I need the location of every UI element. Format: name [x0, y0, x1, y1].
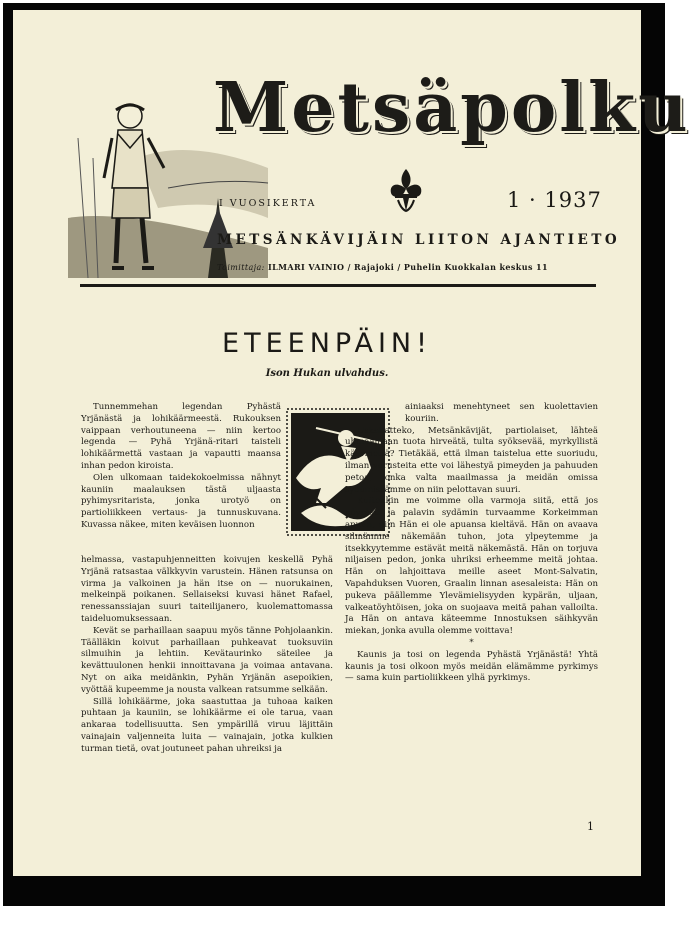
article-column-left-top [81, 402, 281, 532]
article-column-left-bottom [81, 555, 333, 756]
section-divider: * [469, 637, 474, 648]
article-column-right [345, 402, 598, 685]
fleur-de-lis-icon [387, 167, 425, 215]
paragraph: ainiaaksi menehtyneet sen kuolettavien kouriin. [405, 402, 598, 424]
paragraph: Olen ulkomaan taidekokoelmissa nähnyt kauniin maalauksen tästä uljaasta pyhimysritarista, jonka urotyö on partioliikkeen vertaus- ja tunnuskuvana. Kuvassa näkee, miten keväisen luonnon [81, 472, 281, 530]
paragraph: Kevät se parhaillaan saapuu myös tänne Pohjolaankin. Täälläkin koivut parhaillaan puhkeavat tuoksuviin silmuihin ja lehtiin. Kevätaurinko säteilee ja kevättuulonen henkii innoittavana ja voimaa antavana. Nyt on aika meidänkin, Pyhän Yrjänän asepoikien, vyöttää kupeemme ja nousta valkean ratsumme selkään. [81, 625, 333, 695]
masthead-rule [80, 284, 596, 287]
paragraph: Kaunis ja tosi on legenda Pyhästä Yrjänästä! Yhtä kaunis ja tosi olkoon myös meidän elämämme pyrkimys — sama kuin partioliikkeen ylhä pyrkimys. [345, 649, 598, 684]
masthead-title: Metsäpolku [213, 68, 691, 148]
paragraph: Kuitenkin me voimme olla varmoja siitä, että jos nöyrästi ja palavin sydämin turvaamme Korkeimman apuun, niin Hän ei ole apuansa kieltävä. Hän on avaava silmämme näkemään tuhon, jota ylpeytemme ja itsekkyytemme estävät meitä näkemästä. Hän on torjuva niljaisen pedon, jonka uhriksi erheemme meitä johtaa. Hän on lahjoittava meille aseet Mont-Salvatin, Vapahduksen Vuoren, Graalin linnan asesaleista: Hän on pukeva päällemme Ylevämielisyyden kypärän, uljaan, valkeatöyhtöisen, joka on suojaava meitä pahan valloilta. Ja Hän on antava käteemme Innostuksen säihkyvän miekan, jonka avulla olemme voittava! [345, 496, 598, 637]
page-number: 1 [587, 820, 594, 833]
issue-number: 1 · 1937 [507, 188, 602, 212]
paragraph: helmassa, vastapuhjenneitten koivujen keskellä Pyhä Yrjänä ratsastaa välkkyvin varustein. Hänen ratsunsa on virma ja valkoinen ja hän itse on — nuorukainen, melkeinpä poikanen. Sellaiseksi kuvasi hänet Rafael, renessanssiajan suuri taiteilijanero, kuolemattomassa taideluomuksessaan. [81, 555, 333, 624]
masthead-subtitle: METSÄNKÄVIJÄIN LIITON AJANTIETO [217, 232, 621, 248]
paragraph: Sillä lohikäärme, joka saastuttaa ja tuhoaa kaiken puhtaan ja kauniin, se lohikäärme ei ole tarua, vaan ankaraa todellisuutta. Sen ympärillä viruu läjittäin vainajain valjenneita luita — vainajain, jotka kulkien turman tietä, ovat joutuneet pahan uhreiksi ja [81, 696, 333, 754]
editor-details: ILMARI VAINIO / Rajajoki / Puhelin Kuokkalan keskus 11 [267, 262, 548, 272]
editor-line [217, 262, 548, 272]
article-subtitle: Ison Hukan ulvahdus. [265, 368, 389, 379]
volume-label: I VUOSIKERTA [219, 198, 317, 209]
editor-label: Toimittaja: [217, 263, 265, 272]
paragraph: Tunnemmehan legendan Pyhästä Yrjänästä ja lohikäärmeestä. Rukouksen vaippaan verhoutuneena — niin kertoo legenda — Pyhä Yrjänä-ritari taisteli lohikäärmettä vastaan ja vapautti maansa inhan pedon kiroista. [81, 402, 281, 471]
article-title: ETEENPÄIN! [222, 328, 432, 359]
paragraph: Uskallatteko, Metsänkävijät, partiolaiset, lähteä uhmaamaan tuota hirveätä, tulta syöksevää, myrkyllistä käärmettä? Tietäkää, että ilman taistelua ette suoriudu, ilman varusteita ette voi lähestyä pimeyden ja pahuuden petoa, jonka valta maailmassa ja meidän omissa sydämissämme on niin pelottavan suuri. [345, 425, 598, 495]
newspaper-page [13, 10, 691, 876]
